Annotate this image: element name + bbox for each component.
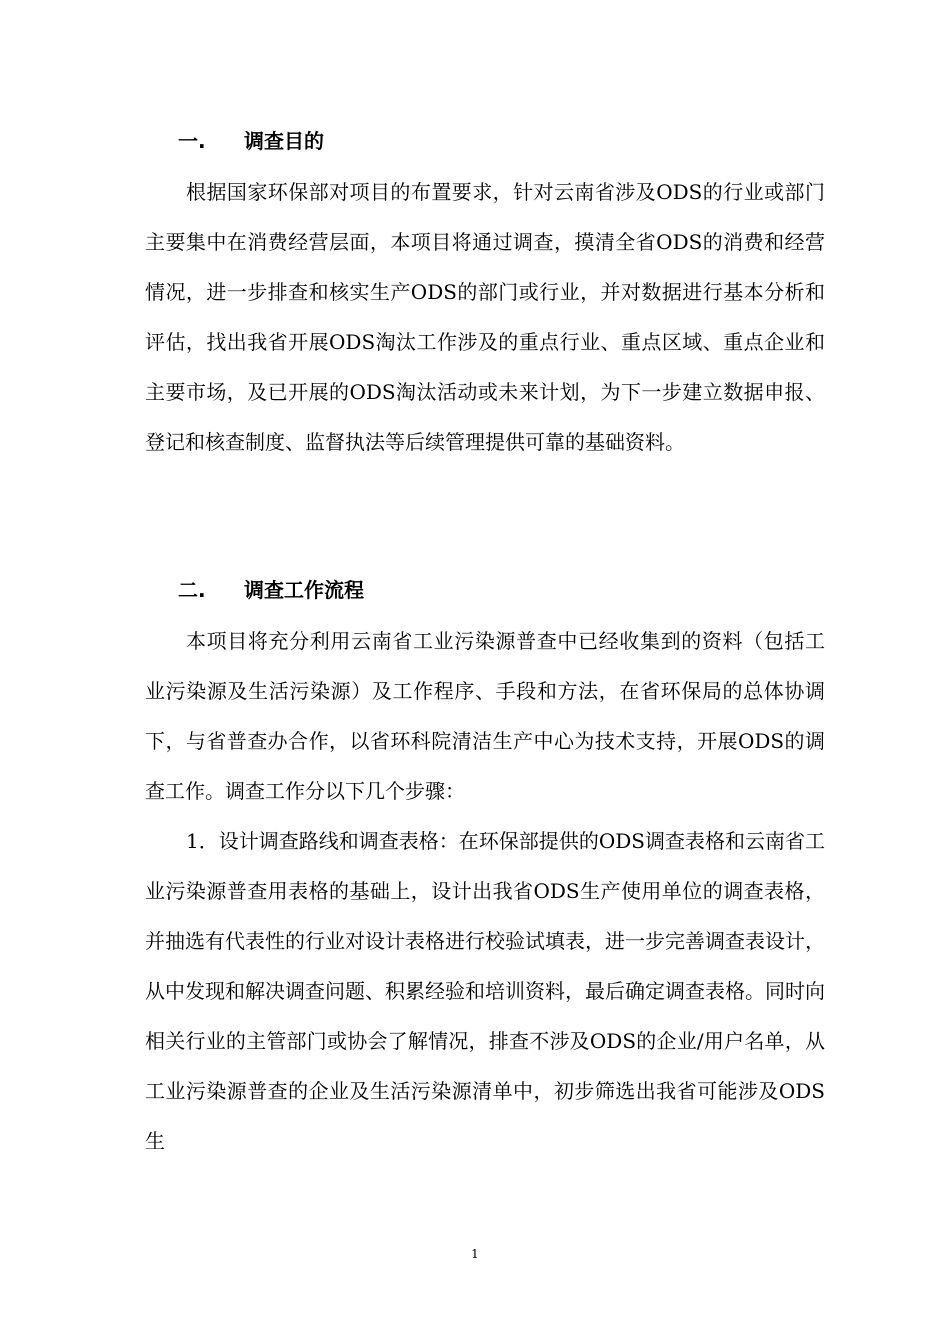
section-title: 调查工作流程 xyxy=(244,578,364,602)
section-title: 调查目的 xyxy=(244,129,324,153)
section-number: 一. xyxy=(178,129,206,153)
paragraph-workflow-intro: 本项目将充分利用云南省工业污染源普查中已经收集到的资料（包括工业污染源及生活污染源）及工作程序、手段和方法，在省环保局的总体协调下，与省普查办合作，以省环科院清洁生产中心为技术支持，开展ODS的调查工作。调查工作分以下几个步骤： xyxy=(145,629,825,803)
section-heading-purpose xyxy=(178,128,324,154)
paragraph-step-1: 1．设计调查路线和调查表格：在环保部提供的ODS调查表格和云南省工业污染源普查用表格的基础上，设计出我省ODS生产使用单位的调查表格，并抽选有代表性的行业对设计表格进行校验试填表，进一步完善调查表设计，从中发现和解决调查问题、积累经验和培训资料，最后确定调查表格。同时向相关行业的主管部门或协会了解情况，排查不涉及ODS的企业/用户名单，从工业污染源普查的企业及生活污染源清单中，初步筛选出我省可能涉及ODS生 xyxy=(145,829,825,1153)
section-number: 二. xyxy=(178,578,206,602)
section-heading-workflow xyxy=(178,577,364,603)
page-number: 1 xyxy=(471,1247,479,1261)
paragraph-purpose: 根据国家环保部对项目的布置要求，针对云南省涉及ODS的行业或部门主要集中在消费经营层面，本项目将通过调查，摸清全省ODS的消费和经营情况，进一步排查和核实生产ODS的部门或行业，并对数据进行基本分析和评估，找出我省开展ODS淘汰工作涉及的重点行业、重点区域、重点企业和主要市场，及已开展的ODS淘汰活动或未来计划，为下一步建立数据申报、登记和核查制度、监督执法等后续管理提供可靠的基础资料。 xyxy=(145,180,825,454)
